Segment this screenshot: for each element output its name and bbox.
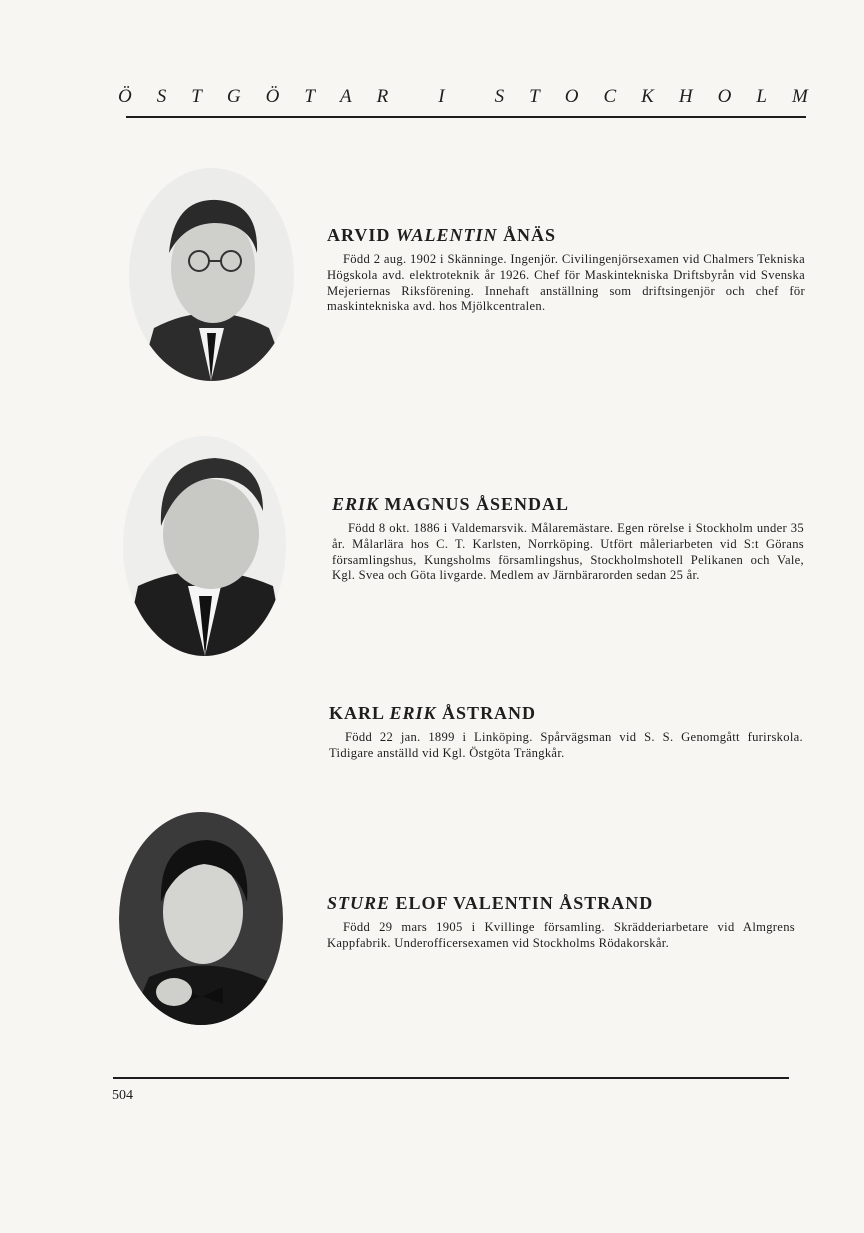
biography-entry [332, 494, 804, 584]
running-head-letter: I [438, 86, 445, 107]
running-head-letter: K [641, 86, 654, 107]
name-part-italic: ERIK [332, 494, 380, 514]
name-part: ÅSTRAND [436, 703, 537, 723]
name-part-italic: WALENTIN [395, 225, 498, 245]
running-head-letter: S [156, 86, 167, 107]
name-part: ELOF VALENTIN ÅSTRAND [390, 893, 654, 913]
name-part: ARVID [327, 225, 396, 245]
biography-entry [327, 893, 795, 952]
name-part-italic: ERIK [389, 703, 437, 723]
portrait-photo [119, 812, 283, 1025]
running-head-letter: Ö [118, 86, 132, 107]
footer-rule [113, 1077, 789, 1079]
biography-entry [327, 225, 805, 315]
portrait-photo [129, 168, 294, 381]
biography-text: Född 22 jan. 1899 i Linköping. Spårvägsman vid S. S. Genomgått furirskola. Tidigare anställd vid Kgl. Östgöta Trängkår. [329, 730, 803, 760]
running-head-letter: T [191, 86, 202, 107]
person-name [327, 225, 805, 246]
person-name [327, 893, 795, 914]
running-head-letter: A [339, 86, 352, 107]
biography-text: Född 2 aug. 1902 i Skänninge. Ingenjör. Civilingenjörsexamen vid Chalmers Tekniska Högskola avd. elektroteknik år 1926. Chef för Maskintekniska Driftsbyrån vid Svenska Mejeriernas Riksförening. Innehaft anställning som driftsingenjör och chef för maskintekniska avd. hos Mjölkcentralen. [327, 252, 805, 314]
running-head-letter: H [678, 86, 693, 107]
running-head-letter: T [304, 86, 315, 107]
running-head-letter: Ö [265, 86, 280, 107]
biography-entry [329, 703, 803, 762]
running-head-letter: C [603, 86, 617, 107]
name-part: MAGNUS ÅSENDAL [379, 494, 570, 514]
biography-text: Född 29 mars 1905 i Kvillinge församling. Skrädderiarbetare vid Almgrens Kappfabrik. Underofficersexamen vid Stockholms Rödakorskår. [327, 920, 795, 950]
portrait-photo [123, 436, 286, 656]
person-name [329, 703, 803, 724]
running-head-letter: T [529, 86, 540, 107]
biography-text: Född 8 okt. 1886 i Valdemarsvik. Målaremästare. Egen rörelse i Stockholm under 35 år. Målarlära hos C. T. Karlsten, Norrköping. Utfört måleriarbeten vid S:t Görans församlingshus, Kungsholms församlingshus, Stockholmshotell Pelikanen och Vale, Kgl. Svea och Göta livgarde. Medlem av Järnbärarorden sedan 25 år. [332, 521, 804, 583]
name-part: ÅNÄS [497, 225, 557, 245]
running-head [118, 86, 808, 108]
running-head-letter: L [756, 86, 767, 107]
running-head-letter: O [564, 86, 579, 107]
running-head-letter: O [717, 86, 732, 107]
name-part-italic: STURE [327, 893, 391, 913]
person-name [332, 494, 804, 515]
running-head-letter: G [226, 86, 241, 107]
running-head-letter: M [791, 86, 808, 107]
running-head-letter: R [376, 86, 389, 107]
header-rule [126, 116, 806, 118]
running-head-letter: S [494, 86, 505, 107]
name-part: KARL [329, 703, 390, 723]
page-number: 504 [112, 1088, 133, 1103]
